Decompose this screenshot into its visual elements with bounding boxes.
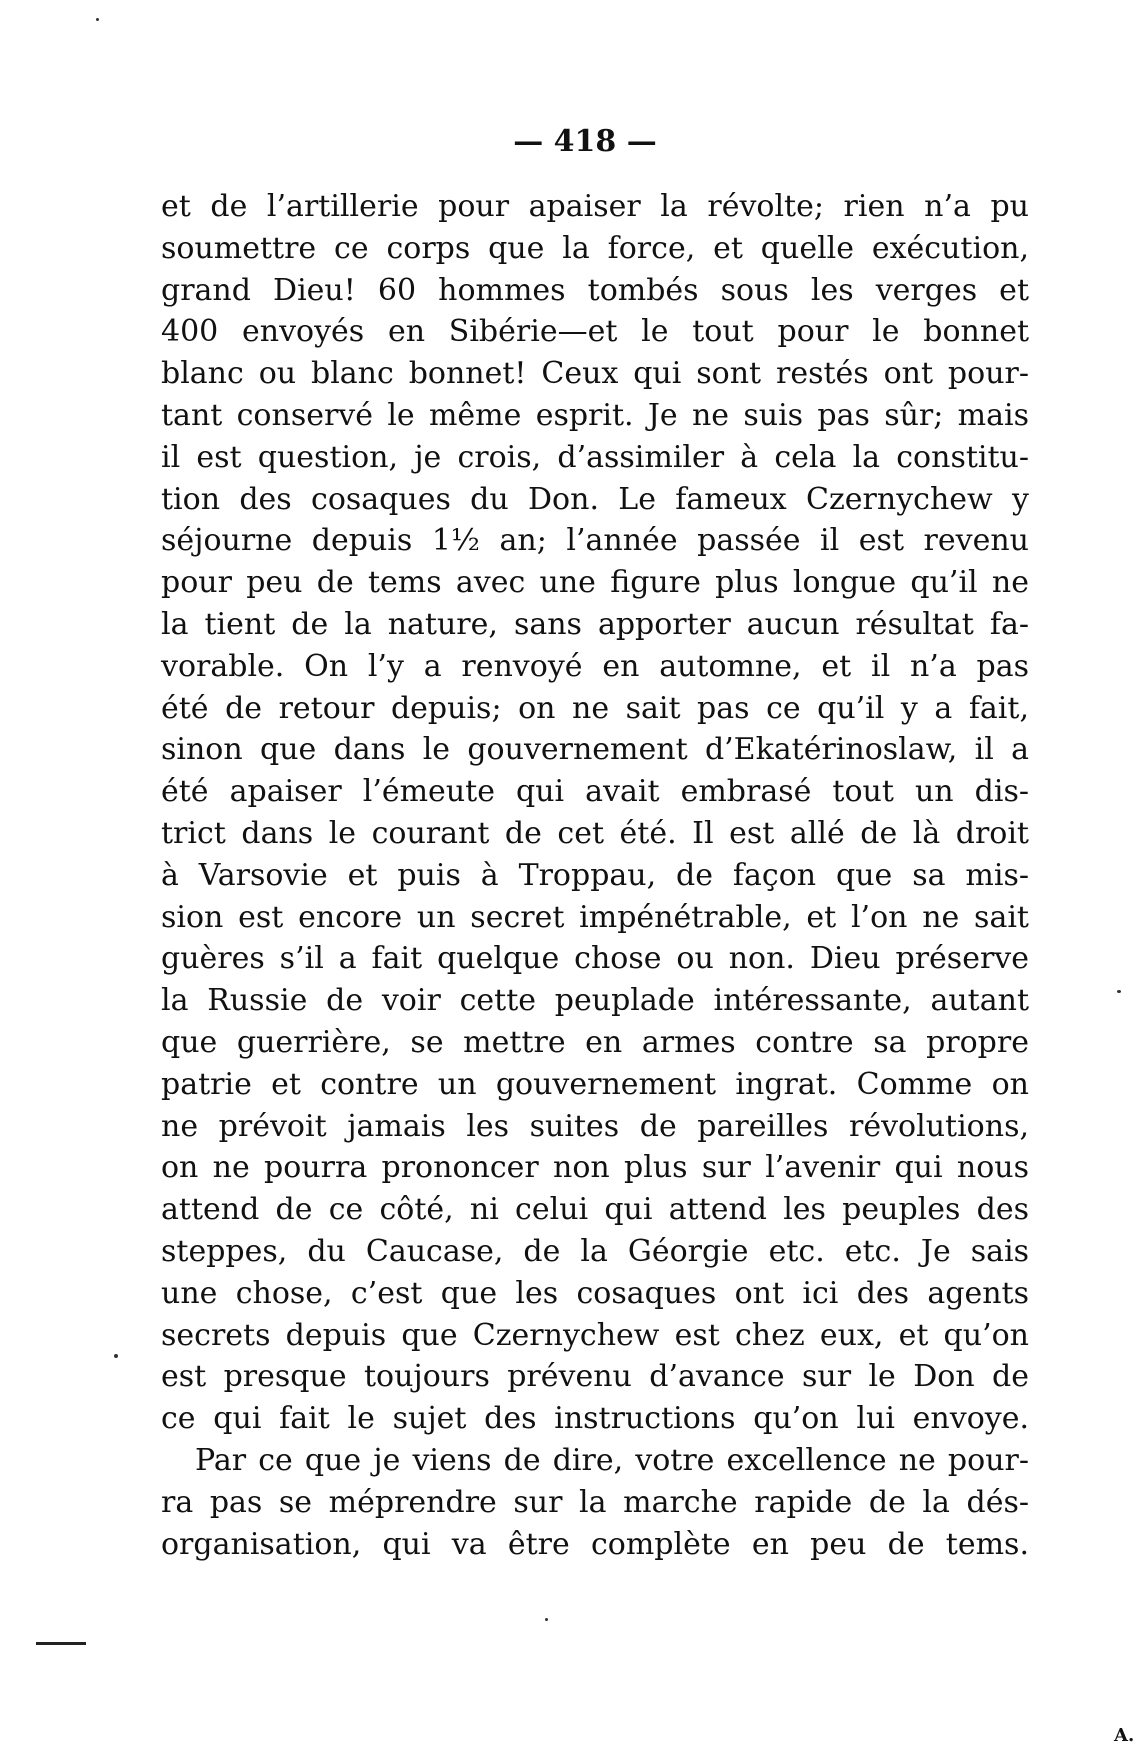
text-line: été apaiser l’émeute qui avait embrasé tout un dis- xyxy=(161,774,1029,810)
text-line: séjourne depuis 1½ an; l’année passée il est revenu xyxy=(161,523,1029,559)
text-line: ra pas se méprendre sur la marche rapide de la dés- xyxy=(161,1484,1029,1520)
text-line: ne prévoit jamais les suites de pareilles révolutions, xyxy=(161,1108,1029,1144)
text-line: vorable. On l’y a renvoyé en automne, et il n’a pas xyxy=(161,648,1029,684)
page-number: — 418 — xyxy=(513,124,657,159)
text-line: trict dans le courant de cet été. Il est allé de là droit xyxy=(161,815,1029,851)
text-line: Par ce que je viens de dire, votre excellence ne pour- xyxy=(195,1442,1029,1478)
text-line: guères s’il a fait quelque chose ou non. Dieu préserve xyxy=(161,941,1029,977)
body-text xyxy=(161,186,1029,1565)
text-line: secrets depuis que Czernychew est chez eux, et qu’on xyxy=(161,1317,1029,1353)
text-line: une chose, c’est que les cosaques ont ici des agents xyxy=(161,1275,1029,1311)
text-line: organisation, qui va être complète en peu de tems. xyxy=(161,1526,1029,1562)
text-line: blanc ou blanc bonnet! Ceux qui sont restés ont pour- xyxy=(161,356,1029,392)
text-line: pour peu de tems avec une figure plus longue qu’il ne xyxy=(161,565,1029,601)
footer-rule xyxy=(36,1642,86,1645)
scan-speck xyxy=(114,1354,118,1358)
text-line: il est question, je crois, d’assimiler à cela la constitu- xyxy=(161,439,1029,475)
text-line: la Russie de voir cette peuplade intéressante, autant xyxy=(161,983,1029,1019)
text-line: on ne pourra prononcer non plus sur l’avenir qui nous xyxy=(161,1150,1029,1186)
text-line: sion est encore un secret impénétrable, et l’on ne sait xyxy=(161,899,1029,935)
text-line: grand Dieu! 60 hommes tombés sous les verges et xyxy=(161,272,1029,308)
text-line: que guerrière, se mettre en armes contre sa propre xyxy=(161,1024,1029,1060)
text-line: et de l’artillerie pour apaiser la révolte; rien n’a pu xyxy=(161,189,1029,224)
text-line: est presque toujours prévenu d’avance sur le Don de xyxy=(161,1359,1029,1395)
text-line: tant conservé le même esprit. Je ne suis pas sûr; mais xyxy=(161,397,1029,433)
text-line: tion des cosaques du Don. Le fameux Czernychew y xyxy=(161,481,1029,517)
text-line: ce qui fait le sujet des instructions qu’on lui envoye. xyxy=(161,1401,1029,1437)
paragraph-2 xyxy=(161,1440,1029,1565)
scan-speck xyxy=(1117,990,1121,993)
text-line: à Varsovie et puis à Troppau, de façon que sa mis- xyxy=(161,857,1029,893)
text-line: steppes, du Caucase, de la Géorgie etc. etc. Je sais xyxy=(161,1233,1029,1269)
text-line: 400 envoyés en Sibérie—et le tout pour le bonnet xyxy=(161,314,1029,350)
scan-speck xyxy=(545,1618,548,1621)
text-line: sinon que dans le gouvernement d’Ekatérinoslaw, il a xyxy=(161,732,1029,768)
text-line: soumettre ce corps que la force, et quelle exécution, xyxy=(161,230,1029,266)
text-line: attend de ce côté, ni celui qui attend les peuples des xyxy=(161,1192,1029,1228)
paragraph-1 xyxy=(161,186,1029,1440)
scan-speck xyxy=(96,18,99,21)
text-line: patrie et contre un gouvernement ingrat. Comme on xyxy=(161,1066,1029,1102)
text-line: la tient de la nature, sans apporter aucun résultat fa- xyxy=(161,606,1029,642)
text-line: été de retour depuis; on ne sait pas ce qu’il y a fait, xyxy=(161,690,1029,726)
corner-mark: A. xyxy=(1114,1725,1135,1746)
